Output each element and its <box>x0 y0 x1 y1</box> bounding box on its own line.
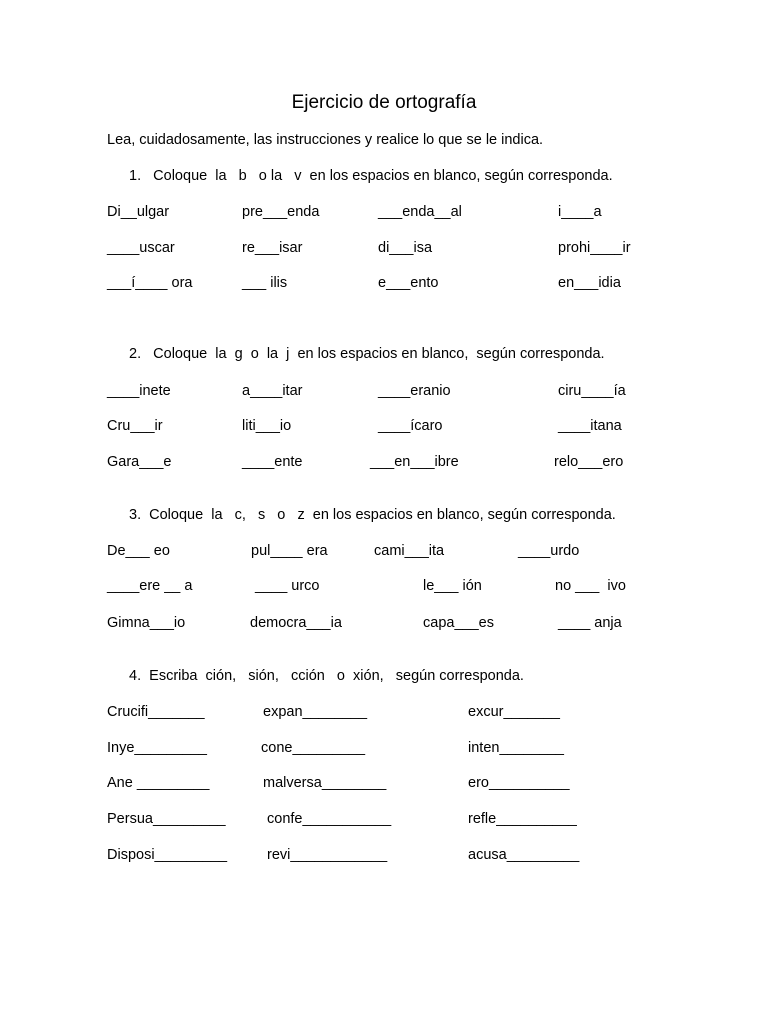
exercise-item: Crucifi_______ <box>107 704 205 720</box>
exercise-item: pre___enda <box>242 204 320 220</box>
exercise-item: Di__ulgar <box>107 204 170 220</box>
exercise-item: pul____ era <box>251 543 328 559</box>
exercise-item: di___isa <box>378 240 433 256</box>
page-title: Ejercicio de ortografía <box>291 92 477 113</box>
exercise-item: Cru___ir <box>107 418 163 434</box>
exercise-item: no ___ ivo <box>555 578 626 594</box>
exercise-item: ____itana <box>558 418 622 434</box>
exercise-item: ____urdo <box>518 543 580 559</box>
exercise-item: expan________ <box>263 704 368 720</box>
exercise-item: ____ anja <box>558 615 622 631</box>
exercise-item: revi____________ <box>267 847 388 863</box>
exercise-item: cami___ita <box>374 543 445 559</box>
exercise-item: ero__________ <box>468 775 570 791</box>
exercise-item: relo___ero <box>554 454 624 470</box>
exercise-item: Disposi_________ <box>107 847 228 863</box>
exercise-item: ____eranio <box>378 383 451 399</box>
exercise-item: ___en___ibre <box>370 454 459 470</box>
exercise-item: cone_________ <box>261 740 366 756</box>
exercise-item: ____ urco <box>255 578 320 594</box>
intro-text: Lea, cuidadosamente, las instrucciones y realice lo que se le indica. <box>107 132 544 148</box>
exercise-item: liti___io <box>242 418 292 434</box>
exercise-item: ciru____ía <box>558 383 626 399</box>
exercise-item: De___ eo <box>107 543 170 559</box>
instruction-4: 4. Escriba ción, sión, cción o xión, según corresponda. <box>129 668 524 684</box>
exercise-item: en___idia <box>558 275 621 291</box>
exercise-item: e___ento <box>378 275 439 291</box>
exercise-item: le___ ión <box>423 578 482 594</box>
exercise-item: ____ente <box>242 454 303 470</box>
exercise-item: excur_______ <box>468 704 560 720</box>
exercise-item: malversa________ <box>263 775 387 791</box>
exercise-item: Gara___e <box>107 454 172 470</box>
exercise-item: confe___________ <box>267 811 392 827</box>
exercise-item: ____inete <box>107 383 171 399</box>
exercise-item: ___ ilis <box>242 275 288 291</box>
exercise-item: ____ere __ a <box>107 578 193 594</box>
exercise-item: democra___ia <box>250 615 342 631</box>
exercise-item: a____itar <box>242 383 303 399</box>
exercise-item: Gimna___io <box>107 615 186 631</box>
instruction-2: 2. Coloque la g o la j en los espacios en blanco, según corresponda. <box>129 346 605 362</box>
exercise-item: prohi____ir <box>558 240 631 256</box>
exercise-item: capa___es <box>423 615 494 631</box>
exercise-item: Inye_________ <box>107 740 207 756</box>
exercise-item: acusa_________ <box>468 847 580 863</box>
exercise-item: inten________ <box>468 740 564 756</box>
exercise-item: ____ícaro <box>378 418 443 434</box>
exercise-item: ___í____ ora <box>107 275 193 291</box>
instruction-3: 3. Coloque la c, s o z en los espacios en blanco, según corresponda. <box>129 507 616 523</box>
exercise-item: refle__________ <box>468 811 577 827</box>
exercise-item: Ane _________ <box>107 775 210 791</box>
instruction-1: 1. Coloque la b o la v en los espacios en blanco, según corresponda. <box>129 168 613 184</box>
exercise-item: ___enda__al <box>378 204 462 220</box>
exercise-item: Persua_________ <box>107 811 226 827</box>
exercise-item: re___isar <box>242 240 303 256</box>
exercise-item: ____uscar <box>107 240 175 256</box>
exercise-item: i____a <box>558 204 602 220</box>
